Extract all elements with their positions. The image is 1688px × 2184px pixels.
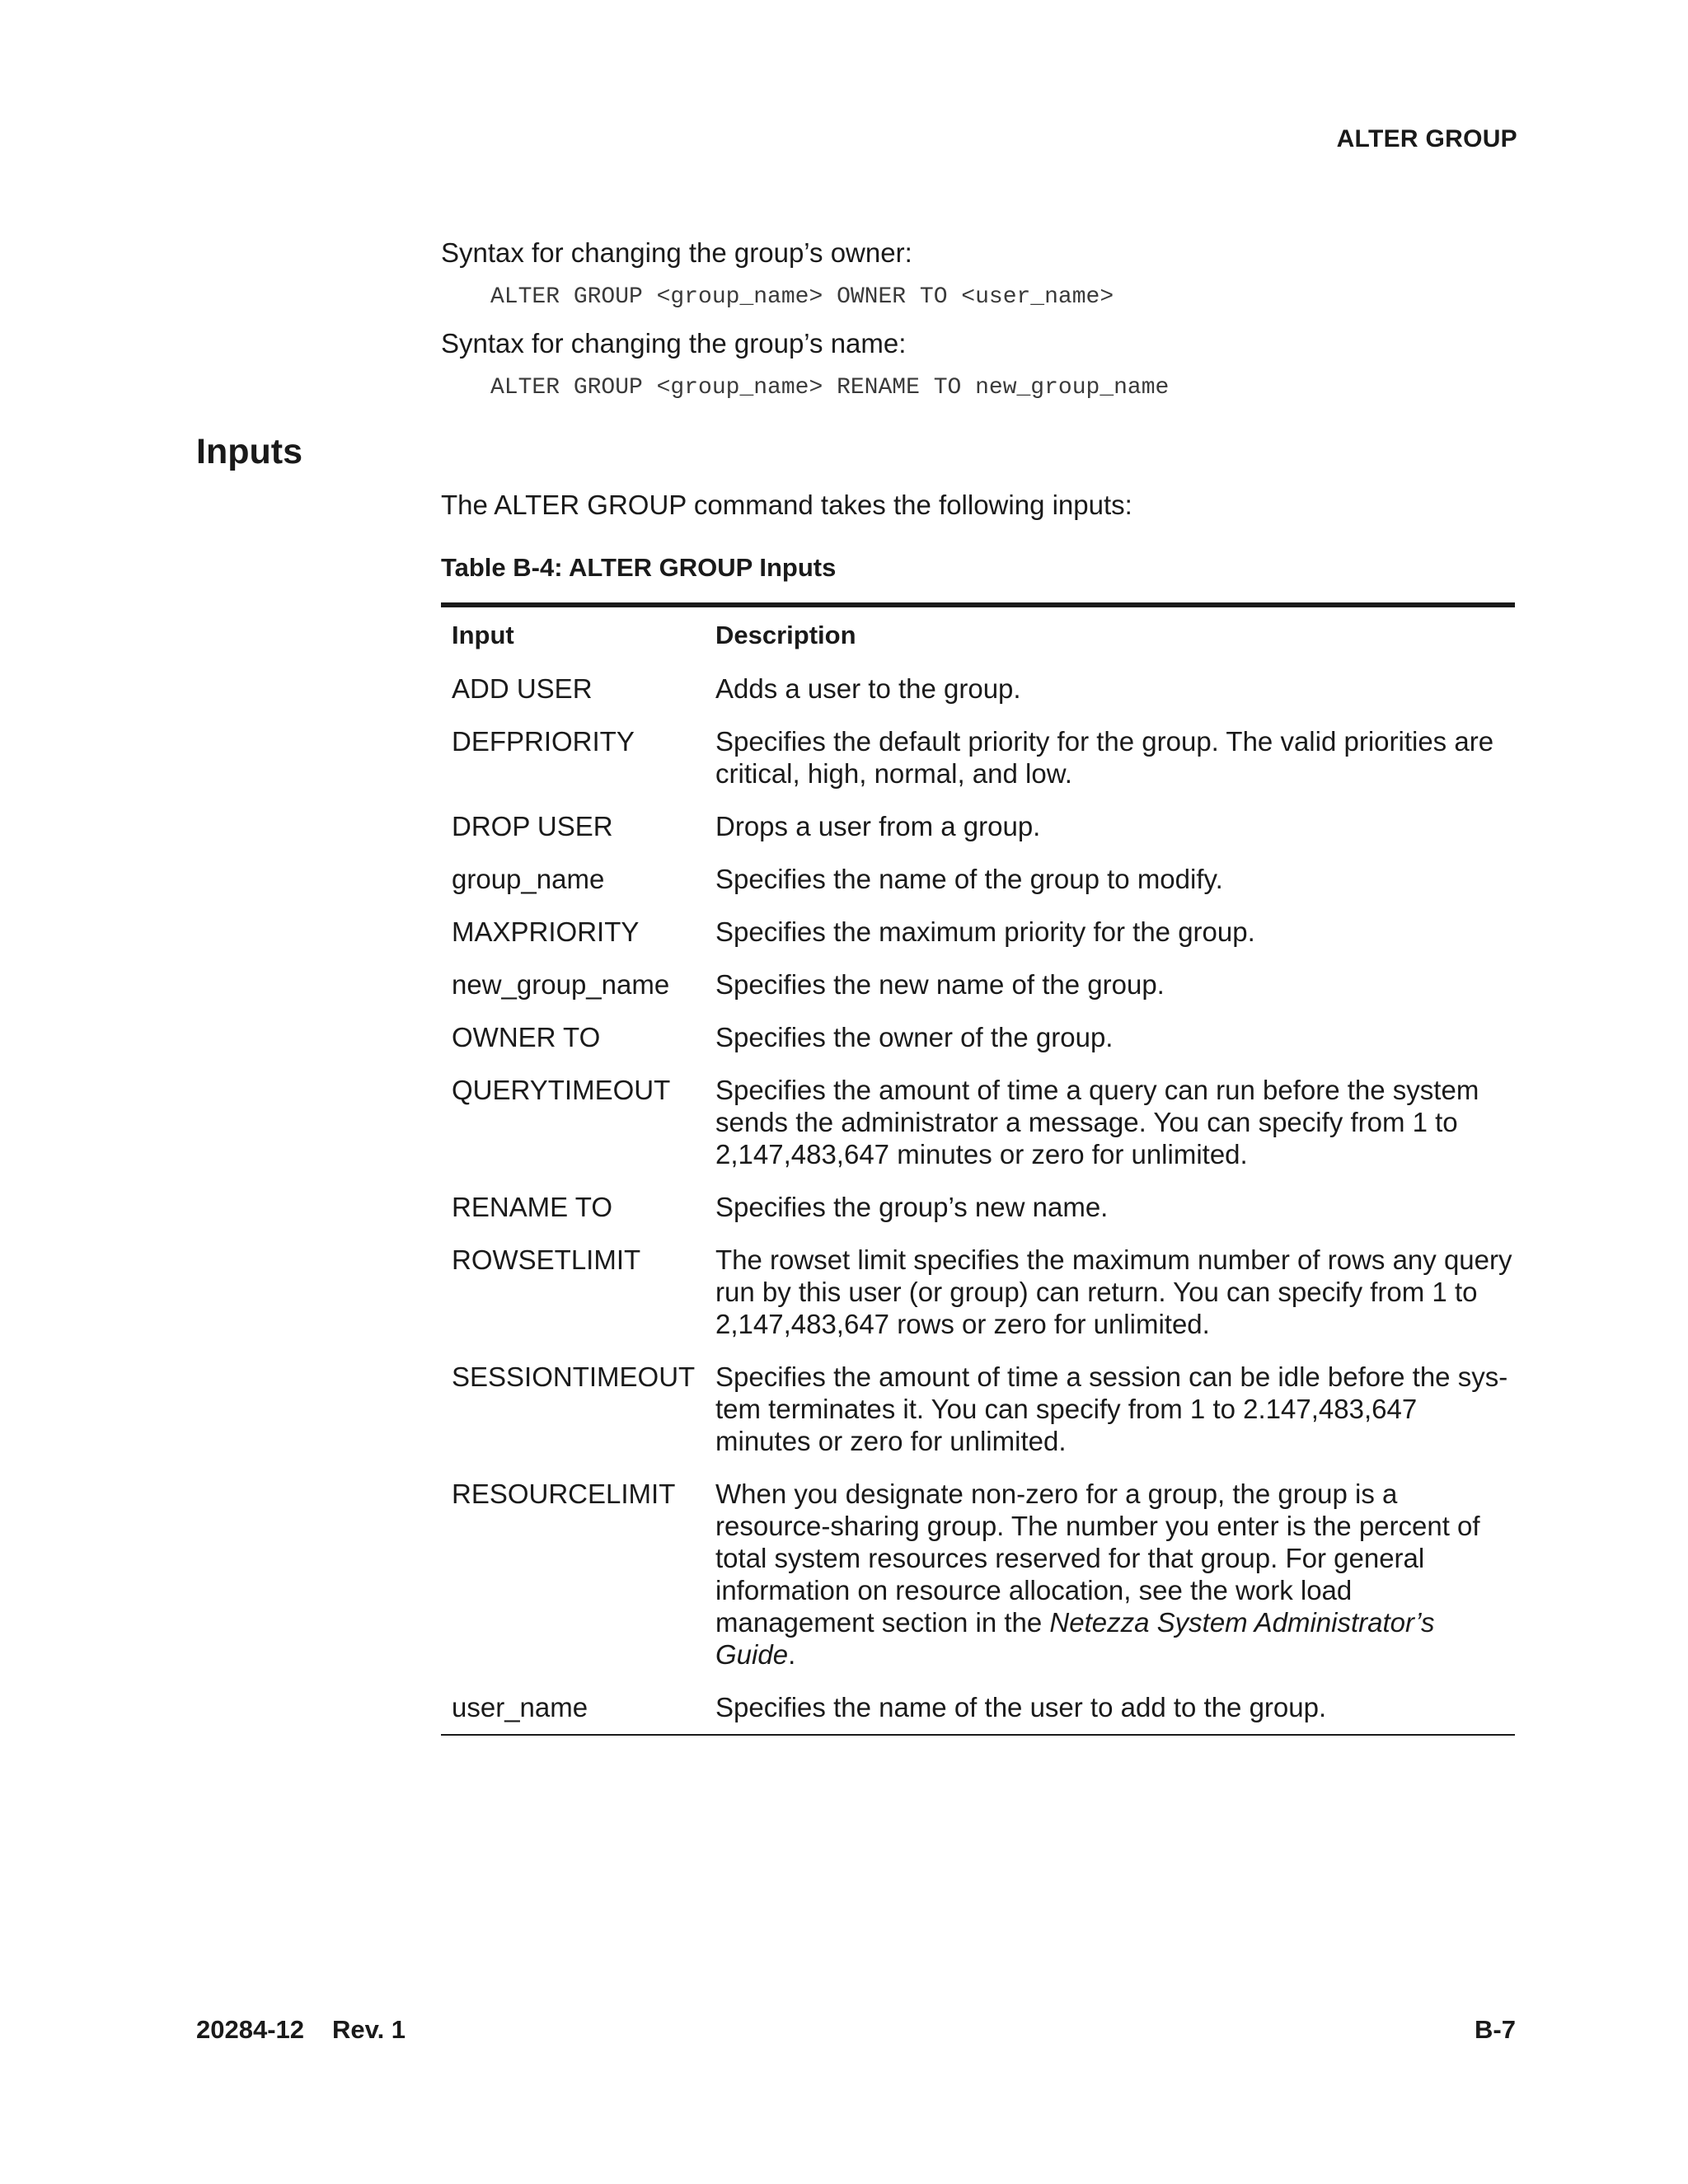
table-row — [441, 1234, 1515, 1351]
input-cell: OWNER TO — [452, 1022, 601, 1052]
description-cell: Specifies the amount of time a session can be idle before the sys-tem terminates it. You can specify from 1 to 2.147,483,647 minutes or zero for unlimited. — [715, 1361, 1508, 1456]
name-syntax-intro: Syntax for changing the group’s name: — [441, 328, 907, 359]
footer-doc-info — [196, 2015, 406, 2045]
guide-title: Netezza System Administrator’s Guide — [715, 1607, 1435, 1670]
input-cell: DEFPRIORITY — [452, 726, 635, 757]
owner-syntax-code: ALTER GROUP <group_name> OWNER TO <user_name> — [490, 284, 1114, 310]
section-heading: Inputs — [196, 432, 302, 471]
table-row — [441, 1468, 1515, 1681]
table-row — [441, 800, 1515, 853]
input-cell: MAXPRIORITY — [452, 916, 640, 947]
input-cell: DROP USER — [452, 811, 613, 841]
syntax-block — [441, 235, 1515, 416]
input-cell: new_group_name — [452, 969, 670, 1000]
description-cell: Specifies the new name of the group. — [715, 969, 1165, 1000]
table-row — [441, 663, 1515, 715]
description-cell — [705, 1468, 1515, 1681]
description-cell: Drops a user from a group. — [715, 811, 1041, 841]
page-number: B-7 — [1475, 2015, 1516, 2044]
description-cell: Specifies the default priority for the group. The valid priorities are critical, high, normal, and low. — [715, 726, 1494, 789]
description-cell: Specifies the name of the user to add to the group. — [715, 1692, 1327, 1722]
input-cell: user_name — [452, 1692, 588, 1722]
revision: Rev. 1 — [332, 2015, 406, 2044]
column-header-input: Input — [452, 621, 514, 649]
table-row — [441, 1011, 1515, 1064]
input-cell: ROWSETLIMIT — [452, 1244, 641, 1275]
table-caption: Table B-4: ALTER GROUP Inputs — [441, 553, 837, 582]
input-cell: group_name — [452, 864, 605, 894]
input-cell: ADD USER — [452, 673, 593, 704]
table-row — [441, 853, 1515, 906]
table-row — [441, 1181, 1515, 1234]
description-text: When you designate non-zero for a group, the group is a resource-sharing group. The number you enter is the percent of total system resources reserved for that group. For general information on resource allocation, see the work load management section in the — [715, 1479, 1480, 1638]
table-header-row — [441, 607, 1515, 663]
description-cell: Specifies the owner of the group. — [715, 1022, 1114, 1052]
description-cell: Specifies the name of the group to modify. — [715, 864, 1223, 894]
description-cell: The rowset limit specifies the maximum number of rows any query run by this user (or group) can return. You can specify from 1 to 2,147,483,647 rows or zero for unlimited. — [715, 1244, 1512, 1339]
input-cell: RENAME TO — [452, 1192, 612, 1222]
table-row — [441, 958, 1515, 1011]
input-cell: RESOURCELIMIT — [452, 1479, 676, 1509]
running-header: ALTER GROUP — [1336, 125, 1517, 152]
inputs-table-container — [441, 602, 1515, 1736]
table-row — [441, 715, 1515, 800]
description-cell: Specifies the group’s new name. — [715, 1192, 1109, 1222]
inputs-table — [441, 607, 1515, 1734]
table-row — [441, 1064, 1515, 1181]
table-row — [441, 1681, 1515, 1734]
input-cell: QUERYTIMEOUT — [452, 1075, 671, 1105]
description-cell: Specifies the maximum priority for the group. — [715, 916, 1255, 947]
description-cell: Adds a user to the group. — [715, 673, 1021, 704]
column-header-description: Description — [715, 621, 856, 649]
input-cell: SESSIONTIMEOUT — [452, 1361, 696, 1392]
table-row — [441, 906, 1515, 958]
description-end: . — [788, 1639, 796, 1670]
doc-number: 20284-12 — [196, 2015, 305, 2044]
section-lead: The ALTER GROUP command takes the following inputs: — [441, 490, 1132, 520]
table-row — [441, 1351, 1515, 1468]
owner-syntax-intro: Syntax for changing the group’s owner: — [441, 237, 912, 268]
description-cell: Specifies the amount of time a query can run before the system sends the administrator a message. You can specify from 1 to 2,147,483,647 minutes or zero for unlimited. — [715, 1075, 1479, 1169]
name-syntax-code: ALTER GROUP <group_name> RENAME TO new_group_name — [490, 375, 1170, 401]
